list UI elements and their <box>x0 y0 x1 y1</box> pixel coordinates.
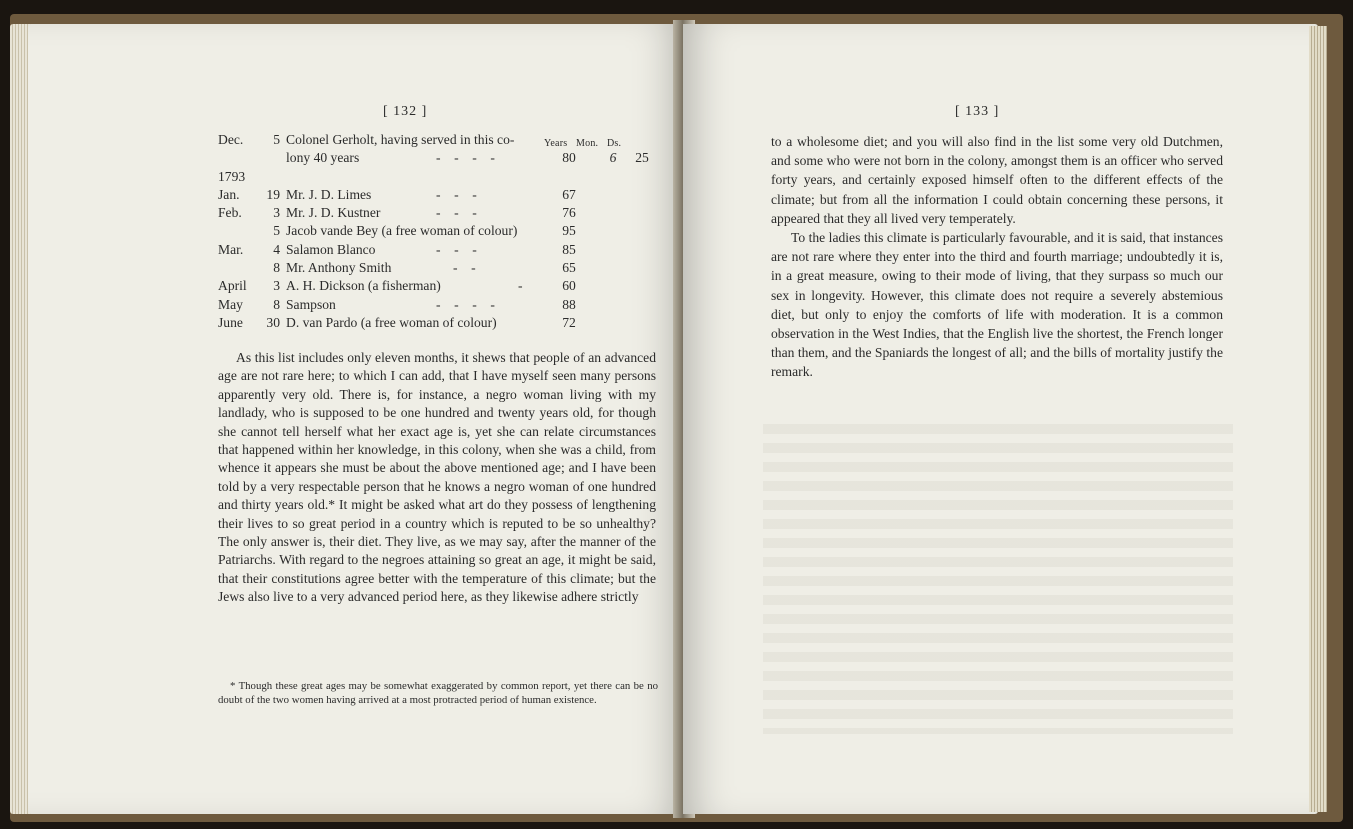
list-entry <box>218 186 668 204</box>
list-entry <box>218 277 668 295</box>
footnote <box>218 679 658 707</box>
entry-month: Dec. <box>218 132 244 147</box>
entry-name: A. H. Dickson (a fisherman) <box>286 278 441 294</box>
entry-name: Salamon Blanco <box>286 241 376 257</box>
entry-month: May <box>218 296 243 312</box>
entry-day: 5 <box>273 132 280 147</box>
entry-month: April <box>218 278 247 294</box>
entry-month: Jan. <box>218 186 240 202</box>
entry-years: 60 <box>562 278 576 294</box>
entry-name: Colonel Gerholt, having served in this co- <box>286 132 515 147</box>
page-edges-right <box>1309 26 1327 812</box>
entry-day: 3 <box>273 278 280 294</box>
body-text <box>771 132 1223 382</box>
entry-days: 25 <box>635 150 649 166</box>
right-page <box>683 24 1318 814</box>
leader-dots: - - <box>453 260 476 276</box>
leader-dots: - <box>518 278 523 294</box>
entry-years: 85 <box>562 241 576 257</box>
entry-years: 88 <box>562 296 576 312</box>
header-years: Years <box>544 138 568 149</box>
show-through <box>763 424 1233 734</box>
leader-dots: - - - <box>436 205 477 221</box>
entry-name: D. van Pardo (a free woman of colour) <box>286 314 497 330</box>
list-entry <box>218 204 668 222</box>
list-entry <box>218 241 668 259</box>
entry-years: 67 <box>562 186 576 202</box>
header-months: Mon. <box>576 138 599 149</box>
leader-dots: - - - <box>436 241 477 257</box>
entry-months: 6 <box>609 150 617 166</box>
list-entry <box>218 314 668 332</box>
list-entry <box>218 131 668 149</box>
left-page <box>28 24 683 814</box>
entry-day: 4 <box>273 241 280 257</box>
list-entry <box>218 149 668 167</box>
entry-day: 19 <box>266 186 280 202</box>
entry-day: 30 <box>266 314 280 330</box>
body-text <box>218 349 656 607</box>
entry-day: 8 <box>273 260 280 276</box>
header-days: Ds. <box>606 138 622 149</box>
page-number: [ 132 ] <box>383 104 428 119</box>
entry-name: lony 40 years <box>286 150 360 166</box>
entry-years: 72 <box>562 314 576 330</box>
entry-month: Mar. <box>218 241 244 257</box>
entry-day: 3 <box>273 205 280 221</box>
longevity-list <box>218 131 668 332</box>
paragraph: To the ladies this climate is particularly favourable, and it is said, that instances are not rare where they enter into the third and fourth marriage; undoubtedly it is, in a great measure, owing to their mode of living, that they surpass so much our sex in longevity. However, this climate does not require a severely abstemious diet, but only to enjoy the comforts of life with moderation. It is a common observation in the West Indies, that the English live the shortest, the French longer than them, and the Spaniards the longest of all; and the bills of mortality justify the remark. <box>771 230 1223 380</box>
list-entry <box>218 168 668 186</box>
entry-day: 5 <box>273 223 280 239</box>
entry-month: Feb. <box>218 205 242 221</box>
leader-dots: - - - <box>436 186 477 202</box>
entry-name: Mr. J. D. Kustner <box>286 205 381 221</box>
entry-years: 95 <box>562 223 576 239</box>
entry-name: Mr. Anthony Smith <box>286 260 392 276</box>
entry-years: 80 <box>562 150 576 166</box>
list-entry <box>218 296 668 314</box>
entry-month: June <box>218 314 243 330</box>
list-entry <box>218 259 668 277</box>
entry-name: Jacob vande Bey (a free woman of colour) <box>286 223 518 239</box>
footnote-text: * Though these great ages may be somewhat exaggerated by common report, yet there can be no doubt of the two women having arrived at a most protracted period of human existence. <box>218 680 658 707</box>
entry-day: 8 <box>273 296 280 312</box>
leader-dots: - - - - <box>436 296 495 312</box>
entry-years: 76 <box>562 205 576 221</box>
entry-name: Sampson <box>286 296 336 312</box>
open-book <box>10 14 1343 822</box>
paragraph: to a wholesome diet; and you will also find in the list some very old Dutchmen, and some who were not born in the colony, amongst them is an officer who served forty years, and certainly exposed himself often to the different effects of the climate; but from all the information I could obtain concerning these persons, it appeared that they all lived very temperately. <box>771 134 1223 226</box>
entry-month: 1793 <box>218 168 246 184</box>
entry-name: Mr. J. D. Limes <box>286 186 372 202</box>
page-number: [ 133 ] <box>955 104 1000 119</box>
leader-dots: - - - - <box>436 150 495 166</box>
paragraph: As this list includes only eleven months, it shews that people of an advanced age are not rare here; to which I can add, that I have myself seen many persons apparently very old. There is, for instance, a negro woman living with my landlady, who is supposed to be one hundred and twenty years old, for though she cannot tell herself what her exact age is, yet she can relate circumstances that happened within her knowledge, in this colony, when she was a child, from whence it appears she must be about the above mentioned age; and I have been told by a very respectable person that he knows a negro woman of one hundred and thirty years old.* It might be asked what art do they possess of lengthening their lives to so great period in a country which is reputed to be so unhealthy? The only answer is, their diet. They live, as we may say, after the manner of the Patriarchs. With regard to the negroes attaining so great an age, it might be said, that their constitutions agree better with the temperature of this climate; but the Jews also live to a very advanced period here, as they likewise adhere strictly <box>218 350 656 605</box>
list-entry <box>218 222 668 240</box>
entry-years: 65 <box>562 260 576 276</box>
